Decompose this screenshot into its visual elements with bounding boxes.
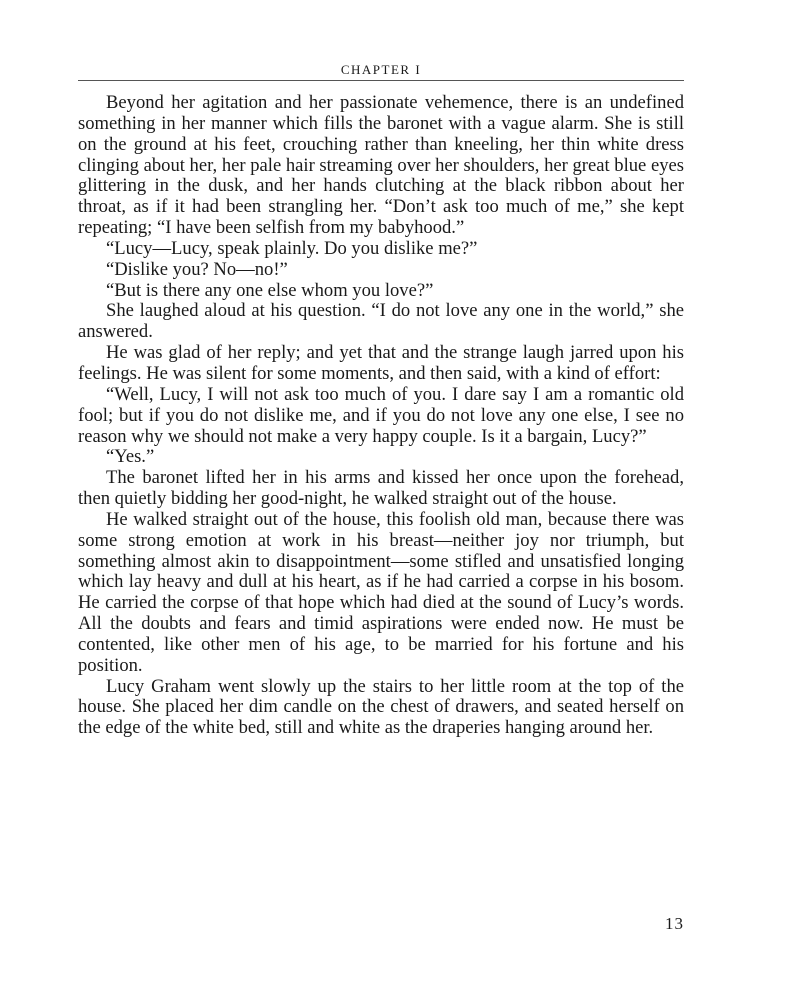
paragraph: The baronet lifted her in his arms and kissed her once upon the forehead, then quietly bidding her good-night, he walked straight out of the house. (78, 467, 684, 510)
running-head: CHAPTER I (78, 62, 684, 81)
body-text (78, 93, 684, 739)
paragraph: “But is there any one else whom you love?” (106, 279, 434, 301)
paragraph: Lucy Graham went slowly up the stairs to her little room at the top of the house. She placed her dim candle on the chest of drawers, and seated herself on the edge of the white bed, still and white as the draperies hanging around her. (78, 675, 684, 739)
paragraph: “Well, Lucy, I will not ask too much of you. I dare say I am a romantic old fool; but if you do not dislike me, and if you do not love any one else, I see no reason why we should not make a very happy couple. Is it a bargain, Lucy?” (78, 383, 684, 447)
paragraph: He was glad of her reply; and yet that and the strange laugh jarred upon his feelings. He was silent for some moments, and then said, with a kind of effort: (78, 342, 684, 384)
paragraph: She laughed aloud at his question. “I do not love any one in the world,” she answered. (78, 300, 684, 343)
paragraph: “Dislike you? No—no!” (106, 258, 288, 280)
paragraph: “Lucy—Lucy, speak plainly. Do you dislike me?” (106, 237, 478, 259)
paragraph: Beyond her agitation and her passionate vehemence, there is an undefined something in her manner which fills the baronet with a vague alarm. She is still on the ground at his feet, crouching rather than kneeling, her thin white dress clinging about her, her pale hair streaming over her shoulders, her great blue eyes glittering in the dusk, and her hands clutching at the black ribbon about her throat, as if it had been strangling her. “Don’t ask too much of me,” she kept repeating; “I have been selfish from my babyhood.” (78, 92, 684, 239)
paragraph: “Yes.” (106, 446, 155, 468)
paragraph: He walked straight out of the house, this foolish old man, because there was some strong emotion at work in his breast—neither joy nor triumph, but something almost akin to disappointment—some stifled and unsatisfied longing which lay heavy and dull at his heart, as if he had carried a corpse in his bosom. He carried the corpse of that hope which had died at the sound of Lucy’s words. All the doubts and fears and timid aspirations were ended now. He must be contented, like other men of his age, to be married for his fortune and his position. (78, 508, 684, 676)
page-number: 13 (665, 914, 684, 933)
book-page (78, 62, 684, 739)
